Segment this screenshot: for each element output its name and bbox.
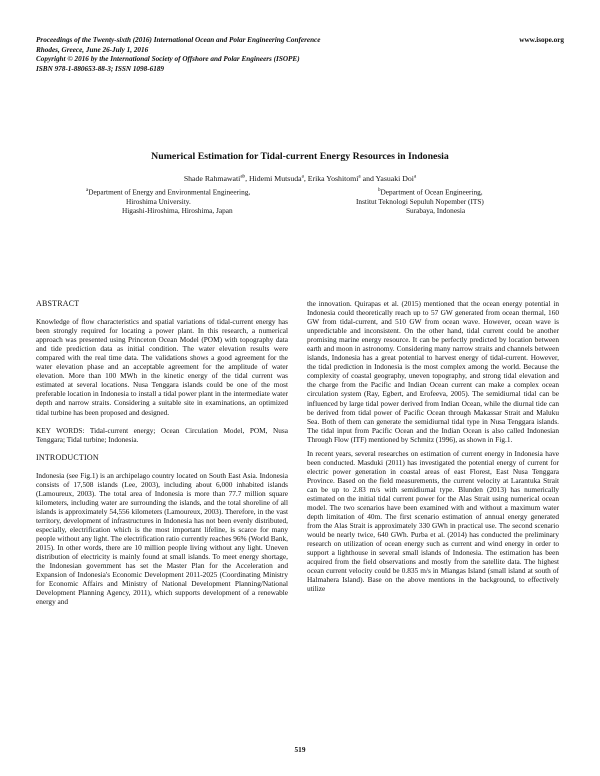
header-line-proceedings: Proceedings of the Twenty-sixth (2016) International Ocean and Polar Engineering Conference <box>36 36 321 44</box>
website-link[interactable]: www.isope.org <box>519 36 564 44</box>
keywords <box>36 426 288 444</box>
affiliation-b <box>356 186 556 215</box>
left-column <box>36 299 288 606</box>
authors-text: Shade Rahmawati$^{ab}$, Hidemi Mutsuda$^a$, Erika Yoshitomi$^a$ and Yasuaki Doi$^a$ <box>183 174 417 183</box>
author-list <box>0 174 600 183</box>
header-line-copyright: Copyright © 2016 by the International Society of Offshore and Polar Engineers (ISOPE) <box>36 55 300 64</box>
page-number: 519 <box>294 745 306 754</box>
header-line-isbn: ISBN 978-1-880653-88-3; ISSN 1098-6189 <box>36 64 164 73</box>
conference-header <box>36 36 566 74</box>
right-column-paragraph-1: the innovation. Quirapas et al. (2015) mentioned that the ocean energy potential in Indonesia could theoretically reach up to 57 GW generated from ocean thermal, 160 GW from tidal-current, and 510 GW from ocean wave. However, ocean wave is unpredictable and inconsistent. On the other hand, tidal current could be another promising marine energy resource. It can be perfectly predicted by location between earth and moon in astronomy. Considering many narrow straits and channels between islands, Indonesia has a great potential to harvest energy of tidal-current. However, the tidal prediction in Indonesia is the most complex among the world. Because the complexity of coastal geography, uneven topography, and strong tidal elevation and the charge from the Pacific and Indian Ocean current can make a complex ocean circulation system (Ray, Egbert, and Erofeeva, 2005). The semidiurnal tidal can be influenced by large tidal power derived from Indian Ocean, while the diurnal tide can be derived from tidal power of Pacific Ocean through Makassar Strait and Maluku Sea. Both of them can generate the semidiurnal tidal type in Nusa Tenggara islands. The tidal input from Pacific Ocean and the Indian Ocean is also called Indonesian Through Flow (ITF) mentioned by Schmitz (1996), as shown in Fig.1. <box>307 299 559 444</box>
introduction-heading: INTRODUCTION <box>36 452 99 462</box>
keywords-text: Tidal-current energy; Ocean Circulation Model, POM, Nusa Tenggara; Tidal turbine; Indonesia. <box>36 425 289 444</box>
keywords-label: KEY WORDS: <box>36 425 85 435</box>
abstract-text: Knowledge of flow characteristics and spatial variations of tidal-current energy has been strongly required for locating a power plant. In this research, a numerical approach was presented using Princeton Ocean Model (POM) with topography data and tide prediction data as initial condition. The water elevation results were compared with the real time data. The validations shows a good agreement for the water elevation phase and an acceptable agreement for the amplitude of water elevation. More than 100 MWh in the kinetic energy of the tidal current was estimated at several locations. Nusa Tenggara islands could be one of the most preferable location in Indonesia to install a tidal power plant in the intermediate water depth and narrow straits. Considering a suitable site in examinations, an optimized tidal turbine has been proposed and designed. <box>36 317 288 417</box>
introduction-text: Indonesia (see Fig.1) is an archipelago country located on South East Asia. Indonesia consists of 17,508 islands (Lee, 2003), including about 6,000 inhabited islands (Lamoureux, 2003). The total area of Indonesia is more than 77.7 million square kilometers, including water are surrounding the islands, and the total shoreline of all islands is approximately 54,556 kilometers (Lamoureux, 2003). Therefore, in the vast territory, development of infrastructures in Indonesia has not been evenly distributed, especially, electrification which is the most important lifeline, is scarce for many people without any light. The electrification ratio currently reaches 96% (World Bank, 2015). In other words, there are 10 million people living without any light. Uneven distribution of electricity is mainly found at small islands. To meet energy shortage, the Indonesian government has set the Master Plan for the Acceleration and Expansion of Indonesia's Economic Development 2011-2025 (Coordinating Ministry for Economic Affairs and Ministry of National Development Planning/National Development Planning Agency, 2011), which supports development of a renewable energy and <box>36 470 288 607</box>
affiliation-a-line: Hiroshima University. <box>126 196 191 206</box>
affiliation-a-line: $^a$Department of Energy and Environmental Engineering, <box>86 187 251 197</box>
header-line-location: Rhodes, Greece, June 26-July 1, 2016 <box>36 45 149 54</box>
paper-title: Numerical Estimation for Tidal-current Energy Resources in Indonesia <box>151 151 449 162</box>
affiliation-b-line: Institut Teknologi Sepuluh Nopember (ITS) <box>356 196 484 206</box>
affiliation-a-line: Higashi-Hiroshima, Hiroshima, Japan <box>122 205 233 215</box>
right-column <box>307 299 559 594</box>
right-column-paragraph-2: In recent years, several researches on estimation of current energy in Indonesia have been conducted. Masduki (2011) has investigated the potential energy of current for electric power generation in coastal areas of east Florest, East Nusa Tenggara Province. Based on the field measurements, the current velocity at Larantuka Strait can be up to 2.83 m/s with semidiurnal type. Blunden (2013) has numerically estimated on the initial tidal current power for the Alas Strait using numerical ocean model. The two scenarios have been examined with and without a maximum water depth limitation of 40m. The first scenario estimation of annual energy generated from the Alas Strait is approximately 330 GWh in practical use. The second scenario would be nearly twice, 640 GWh. Purba et al. (2014) has conducted the preliminary research on utilization of ocean energy such as current and wind energy in order to support a lighthouse in several small islands of Indonesia. The estimation has been acquired from the field observations and mostly from the satellite data. The highest ocean current velocity could be 0.835 m/s in Miangas Island (small island at south of Halmahera Island). Base on the above mentions in the background, to effectively utilize <box>307 448 559 594</box>
affiliation-a <box>86 186 316 215</box>
affiliation-b-line: $^b$Department of Ocean Engineering, <box>378 187 483 197</box>
affiliation-b-line: Surabaya, Indonesia <box>406 205 466 215</box>
abstract-heading: ABSTRACT <box>36 299 80 308</box>
